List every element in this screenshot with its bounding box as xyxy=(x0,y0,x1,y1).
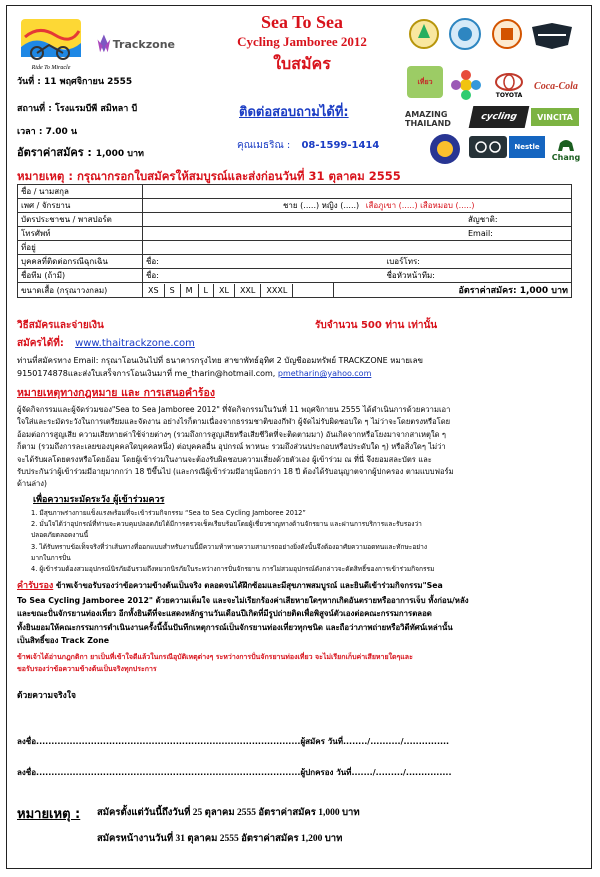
legal-line: ก็ตาม (รวมถึงการละเลยของบุคคลใดบุคคลหนึ่ง) ต่อบุคคลอื่น อุปกรณ์ พาหนะ รวมถึงส่วนประกอบหรือประดับใด ๆ) หรือสิ่งใดๆ ไม่ว่า xyxy=(17,442,446,452)
rule-item: 2. มั่นใจได้ว่าอุปกรณ์ที่ท่านจะควบคุมปลอดภัยได้มีการตรวจเช็คเรียบร้อยโดยผู้เชี่ยวชาญทางด้านจักรยาน และผ่านการบริการและรับรองว่า xyxy=(31,520,422,529)
seal-icon xyxy=(408,16,440,56)
contact-person: คุณเมธริณ : xyxy=(237,140,291,151)
size-xxl[interactable]: XXL xyxy=(234,284,260,297)
seal-icon xyxy=(490,16,524,56)
pledge-line: เป็นสิทธิ์ของ Track Zone xyxy=(17,636,110,646)
legal-heading: หมายเหตุทางกฎหมาย และ การเสนอคำร้อง xyxy=(17,387,215,399)
team-name-label: ชื่อ: xyxy=(146,271,159,280)
fee-row xyxy=(17,143,144,161)
pledge-text: ข้าพเจ้าขอรับรองว่าข้อความข้างต้นเป็นจริง ตลอดจนได้ฝึกซ้อมและมีสุขภาพสมบูรณ์ และยินดีเข้าร่วมกิจกรรม"Sea xyxy=(53,581,443,590)
table-row xyxy=(18,227,572,241)
table-row xyxy=(18,269,572,283)
legal-line: ด้านล่าง) xyxy=(17,479,47,489)
id-label: บัตรประชาชน / พาสปอร์ต xyxy=(18,213,143,227)
toyota-logo-icon xyxy=(494,72,524,92)
footer-line-2: สมัครหน้างานวันที่ 31 ตุลาคม 2555 อัตราค่าสมัคร 1,200 บาท xyxy=(97,834,343,844)
size-l[interactable]: L xyxy=(198,284,213,297)
pledge-line: To Sea Cycling Jamboree 2012" ด้วยความเต็มใจ และจะไม่เรียกร้องค่าเสียหายใดๆหากเกิดอันตรายหรืออาการเจ็บ ทั้งก่อน/หลัง xyxy=(17,595,469,605)
bike-options[interactable]: เสือภูเขา (.....) เสือหมอบ (.....) xyxy=(365,201,475,210)
safety-heading: เพื่อความระมัดระวัง ผู้เข้าร่วมควร xyxy=(33,495,165,505)
lotus-icon xyxy=(95,27,113,61)
place-label: สถานที่ : xyxy=(17,104,52,114)
emergency-name-label: ชื่อ: xyxy=(146,257,159,266)
signature-dots: ....................................................................................... xyxy=(36,737,301,746)
contact-phone: 08-1599-1414 xyxy=(301,140,380,151)
form-title: ใบสมัคร xyxy=(273,54,331,73)
sponsor-seal-1 xyxy=(407,14,441,58)
time-label: เวลา : xyxy=(17,127,43,137)
table-row xyxy=(18,241,572,255)
date-value: 11 พฤศจิกายน 2555 xyxy=(44,77,133,87)
payment-limit: รับจำนวน 500 ท่าน เท่านั้น xyxy=(315,320,438,331)
phone-label: โทรศัพท์ xyxy=(18,227,143,241)
phone-field[interactable] xyxy=(143,227,572,241)
name-label: ชื่อ / นามสกุล xyxy=(18,185,143,199)
safety-rules xyxy=(31,508,581,575)
size-m[interactable]: M xyxy=(180,284,198,297)
flower-logo-icon xyxy=(448,67,484,103)
sponsor-dark-logo xyxy=(469,136,507,158)
sponsor-chang xyxy=(547,134,585,164)
event-title: Sea To Sea xyxy=(260,12,344,32)
vincita-text: VINCITA xyxy=(537,112,573,122)
coca-cola-text: Coca-Cola xyxy=(534,80,578,92)
legal-line: รับประกันว่าผู้เข้าร่วมมีอายุมากกว่า 18 ปีขึ้นไป (และกรณีผู้เข้าร่วมมีอายุน้อยกว่า 18 ปี ต้องได้รับอนุญาตจากผู้ปกครอง ตามแบบฟอร์ม xyxy=(17,467,454,477)
contact-heading: ติดต่อสอบถามได้ที่: xyxy=(239,105,349,120)
rule-item: 3. ได้รับทราบข้อเท็จจริงที่ว่าเส้นทางที่ออกแบบสำหรับงานนี้มีความท้าทายความสามารถอย่างยิ่งดังนั้นจึงต้องอาศัยความอดทนและทักษะอย่าง xyxy=(31,542,428,551)
signature-label: ลงชื่อ xyxy=(17,737,37,746)
table-row xyxy=(18,199,572,213)
amazing-thailand-text: AMAZING THAILAND xyxy=(405,110,451,128)
nationality-label: สัญชาติ: xyxy=(468,215,498,224)
apply-row xyxy=(17,336,195,351)
size-s[interactable]: S xyxy=(164,284,180,297)
wheel-icon xyxy=(474,140,502,154)
legal-line: จะได้รับผลโดยตรงหรือโดยอ้อม โดยผู้เข้าร่วมในงานจะต้องรับผิดชอบความเสี่ยงด้วยตัวเอง ผู้เข้าร่วม ณ ที่นี่ จึงยอมสละบัตร และ xyxy=(17,454,432,464)
date-label: วันที่ : xyxy=(17,77,41,87)
legal-paragraph xyxy=(17,404,577,491)
pledge-line-1 xyxy=(17,579,577,594)
seal-icon xyxy=(446,16,484,56)
emergency-label: บุคคลที่ติดต่อกรณีฉุกเฉิน xyxy=(18,255,143,269)
guardian-date: ผู้ปกครอง วันที่......./........./............... xyxy=(300,768,452,777)
payment-line-1: ท่านที่สมัครทาง Email: กรุณาโอนเงินไปที่ ธนาคารกรุงไทย สาขาพัทธ์อุทิศ 2 บัญชีออมทรัพย์ TRACKZONE หมายเลข xyxy=(17,356,424,365)
team-label: ชื่อทีม (ถ้ามี) xyxy=(18,269,143,283)
sponsor-seal-2 xyxy=(445,14,485,58)
warning-line: ขอรับรองว่าข้อความข้างต้นเป็นจริงทุกประการ xyxy=(17,665,157,673)
signature-dots: ....................................................................................... xyxy=(36,768,301,777)
fee-label: อัตราค่าสมัคร : xyxy=(17,146,92,159)
emergency-field[interactable] xyxy=(143,255,572,269)
id-field[interactable] xyxy=(143,213,572,227)
team-field[interactable] xyxy=(143,269,572,283)
rule-item: ปลอดภัยตลอดงานนี้ xyxy=(31,531,89,540)
pledge-paragraph xyxy=(17,579,577,648)
size-xl[interactable]: XL xyxy=(213,284,234,297)
shirt-size-options[interactable] xyxy=(143,283,334,298)
round-logo-icon xyxy=(428,132,462,166)
table-row xyxy=(18,185,572,199)
shield-logo-icon xyxy=(530,21,574,51)
payment-heading: วิธีสมัครและจ่ายเงิน xyxy=(17,320,104,331)
sponsor-shield xyxy=(529,18,575,54)
shirt-label: ขนาดเสื้อ (กรุณาวงกลม) xyxy=(18,283,143,298)
sponsor-amazing-thailand xyxy=(405,106,467,132)
contact-row xyxy=(237,138,379,153)
application-form-page xyxy=(6,5,592,869)
payment-text xyxy=(17,354,577,380)
guardian-signature-line[interactable] xyxy=(17,766,452,779)
rule-item: 4. ผู้เข้าร่วมต้องสวมอุปกรณ์นิรภัยอันรวมถึงหมวกนิรภัยในระหว่างการปั่นจักรยาน การไม่สวมอุปกรณ์ดังกล่าวจะตัดสิทธิ์ของการเข้าร่วมกิจกรรม xyxy=(31,565,435,574)
sponsor-nestle xyxy=(509,136,545,158)
payment-email-link[interactable]: pmetharin@yahoo.com xyxy=(277,369,372,378)
team-leader-label: ชื่อหัวหน้าทีม: xyxy=(386,271,435,280)
place-row xyxy=(17,101,137,115)
notice-text: หมายเหตุ : กรุณากรอกใบสมัครให้สมบูรณ์และส่งก่อนวันที่ 31 ตุลาคม 2555 xyxy=(17,169,401,183)
pledge-line: และขณะปั่นจักรยานท่องเที่ยว อีกทั้งยินดีที่จะแสดงหลักฐานวันเดือนปีเกิดที่มีรูปถ่ายติดเพื่อพิสูจน์ตัวเองต่อคณะกรรมการตลอด xyxy=(17,609,432,619)
signature-label: ลงชื่อ xyxy=(17,768,37,777)
sponsor-green-logo: เที่ยว xyxy=(407,66,443,98)
sincerely-text: ด้วยความจริงใจ xyxy=(17,691,76,701)
chang-text: Chang xyxy=(551,152,581,162)
address-label: ที่อยู่ xyxy=(18,241,143,255)
address-field[interactable] xyxy=(143,241,572,255)
email-label: Email: xyxy=(468,229,493,238)
table-row xyxy=(18,255,572,269)
place-value: โรงแรมบีพี สมิหลา บี xyxy=(54,104,138,114)
size-xs[interactable]: XS xyxy=(148,285,159,295)
footer-label: หมายเหตุ : xyxy=(17,807,81,822)
gender-field[interactable] xyxy=(143,199,572,213)
legal-line: อ้อมต่อการสูญเสีย ความเสียหายค่าใช้จ่ายต่างๆ (รวมถึงการสูญเสียหรือเสียชีวิตที่จะติดตามมา) อันเกิดจากหรือโยงมาจากสาเหตุใด ๆ xyxy=(17,429,447,439)
sea-to-sea-logo xyxy=(17,14,85,74)
pledge-line: ทั้งยินยอมให้คณะกรรมการดำเนินงานครั้งนี้นั้นปันทีกเหตุการณ์เป็นจักรยานท่องเที่ยวทุกชนิด และถือว่าภาพถ่ายหรือวิดีทัศน์เหล่านั้น xyxy=(17,622,453,632)
sponsor-round-logo xyxy=(425,132,465,166)
table-row xyxy=(18,283,572,298)
registration-table xyxy=(17,184,572,298)
pledge-label: คำรับรอง xyxy=(17,581,54,591)
gender-label: เพศ / จักรยาน xyxy=(18,199,143,213)
sponsor-coca-cola xyxy=(531,72,581,100)
logo-caption: Ride To Miracle xyxy=(31,65,71,71)
sponsor-vincita xyxy=(531,108,579,126)
elephant-icon xyxy=(556,137,576,153)
time-row xyxy=(17,124,77,138)
applicant-date: ผู้สมัคร วันที่......../........../............... xyxy=(300,737,450,746)
fee-value: 1,000 บาท xyxy=(95,149,144,159)
sea-to-sea-logo-icon xyxy=(19,17,83,65)
rule-item: มากในการปั่น xyxy=(31,553,71,562)
sponsor-nescafe xyxy=(447,66,485,104)
trackzone-logo xyxy=(95,24,175,64)
applicant-signature-line[interactable] xyxy=(17,735,449,748)
warning-line: ข้าพเจ้าได้อ่านกฎกติกา ยาเป็นที่เข้าใจดีแล้วในกรณีอุบัติเหตุต่างๆ ระหว่างการปั่นจักรยานท่องเที่ยว จะไม่เรียกเก็บค่าเสียหายใดๆและ xyxy=(17,653,413,661)
payment-line-2-text: 9150174878และส่งใบเสร็จการโอนเงินมาที่ me_tharin@hotmail.com, xyxy=(17,369,276,378)
legal-line: ผู้จัดกิจกรรมและผู้จัดร่วมของ"Sea to Sea Jamboree 2012" ที่จัดกิจกรรมในวันที่ 11 พฤศจิกายน 2555 ได้ดำเนินการด้วยความเอา xyxy=(17,405,451,414)
emergency-phone-label: เบอร์โทร: xyxy=(386,257,420,266)
sponsor-toyota xyxy=(489,66,529,104)
name-field[interactable] xyxy=(143,185,572,199)
trackzone-text: Trackzone xyxy=(112,37,175,51)
event-subtitle: Cycling Jamboree 2012 xyxy=(237,34,367,49)
payment-line-2 xyxy=(17,367,577,380)
date-row xyxy=(17,74,132,88)
rule-item: 1. มีสุขภาพร่างกายแข็งแรงพร้อมที่จะเข้าร่วมกิจกรรม “Sea to Sea Cycling Jamboree 2012” xyxy=(31,509,306,517)
gender-options[interactable]: ชาย (.....) หญิง (.....) xyxy=(283,201,360,210)
table-row xyxy=(18,213,572,227)
toyota-text: TOYOTA xyxy=(495,91,523,99)
form-fee: อัตราค่าสมัคร: 1,000 บาท xyxy=(334,283,572,298)
time-value: 7.00 น xyxy=(45,127,78,137)
footer-line-1: สมัครตั้งแต่วันนี้ถึงวันที่ 25 ตุลาคม 2555 อัตราค่าสมัคร 1,000 บาท xyxy=(97,808,360,818)
nestle-text: Nestle xyxy=(514,143,540,151)
legal-line: ใจใส่และระมัดระวังในการเตรียมและจัดงาน อย่างไรก็ตามเนื่องจากธรรมชาติของกีฬา ผู้จัดไม่รับผิดชอบใด ๆ ไม่ว่าจะโดยตรงหรือโดย xyxy=(17,417,451,427)
size-xxxl[interactable]: XXXL xyxy=(260,284,293,297)
apply-link[interactable]: www.thaitrackzone.com xyxy=(75,338,195,349)
sponsor-cycling-logo: cycling xyxy=(469,106,530,128)
apply-label: สมัครได้ที่: xyxy=(17,338,64,349)
warning-text xyxy=(17,651,577,675)
sponsor-seal-3 xyxy=(489,14,525,58)
